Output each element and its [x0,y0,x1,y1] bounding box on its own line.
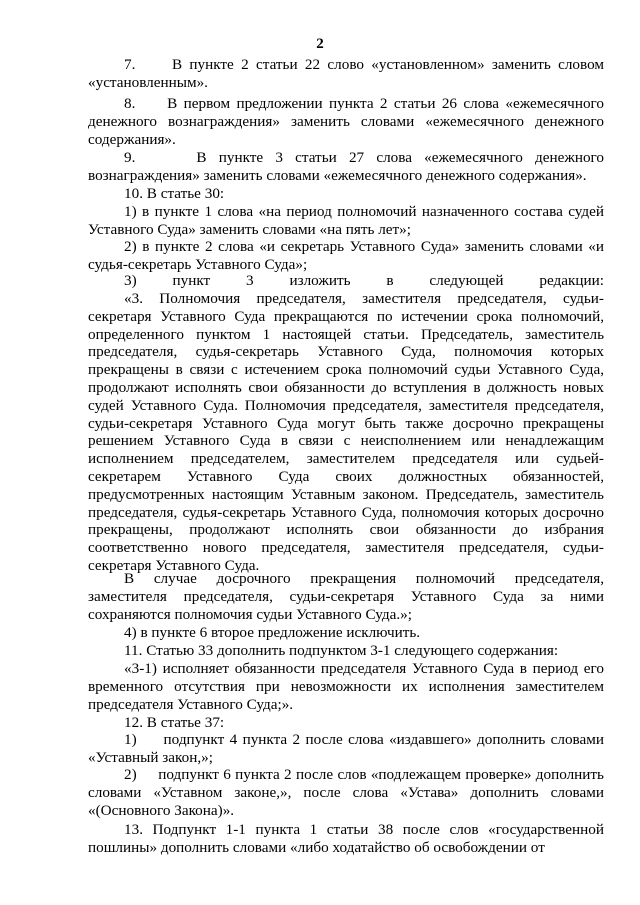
word: изложить [289,272,351,289]
subitem-3-1-quote-paragraph: «3-1) исполняет обязанности председателя Уставного Суда в период его временного отсутствия при невозможности их исполнения заместителем председателя Уставного Суда;». [88,660,604,713]
word: редакции: [539,272,604,289]
subitem-4-paragraph: 4) в пункте 6 второе предложение исключить. [124,624,421,641]
item-8-paragraph: 8. В первом предложении пункта 2 статьи 26 слова «ежемесячного денежного вознаграждения» заменить словами «ежемесячного денежного содержания». [88,95,604,148]
word: пункт [172,272,211,289]
item-12-heading: 12. В статье 37: [124,714,225,731]
subitem-2-paragraph: 2) в пункте 2 слова «и секретарь Уставного Суда» заменить словами «и судья-секретарь Уставного Суда»; [88,238,604,273]
word: 3) [124,272,137,289]
item-7-paragraph: 7. В пункте 2 статьи 22 слово «установленном» заменить словом «установленным». [88,56,604,91]
subitem-3-line [124,272,604,290]
page-number: 2 [316,36,324,52]
word: в [386,272,394,289]
word: следующей [429,272,504,289]
item-9-paragraph: 9. В пункте 3 статьи 27 слова «ежемесячного денежного вознаграждения» заменить словами «ежемесячного денежного содержания». [88,149,604,184]
item-12-sub-1-paragraph: 1) подпункт 4 пункта 2 после слова «издавшего» дополнить словами «Уставный закон,»; [88,731,604,766]
quoted-continuation-paragraph: В случае досрочного прекращения полномочий председателя, заместителя председателя, судьи-секретаря Уставного Суда за ними сохраняются полномочия судьи Уставного Суда.»; [88,570,604,623]
item-12-sub-2-paragraph: 2) подпункт 6 пункта 2 после слов «подлежащем проверке» дополнить словами «Уставном законе,», после слова «Устава» дополнить словами «(Основного Закона)». [88,766,604,819]
subitem-1-paragraph: 1) в пункте 1 слова «на период полномочий назначенного состава судей Уставного Суда» заменить словами «на пять лет»; [88,203,604,238]
item-10-heading: 10. В статье 30: [124,185,225,202]
item-11-paragraph: 11. Статью 33 дополнить подпунктом 3-1 следующего содержания: [124,642,559,659]
quoted-new-text-paragraph: «3. Полномочия председателя, заместителя председателя, судьи-секретаря Уставного Суда прекращаются по истечении срока полномочий, определенного пунктом 1 настоящей статьи. Председатель, заместитель председателя, судья-секретарь Уставного Суда, полномочия которых прекращены в связи с истечением срока полномочий судьи Уставного Суда, продолжают исполнять свои обязанности до вступления в должность новых судей Уставного Суда. Полномочия председателя, заместителя председателя, судьи-секретаря Уставного Суда могут быть также досрочно прекращены решением Уставного Суда в связи с неисполнением или ненадлежащим исполнением председателем, заместителем председателя или судьей-секретарем Уставного Суда своих должностных обязанностей, предусмотренных настоящим Уставным законом. Председатель, заместитель председателя, судья-секретарь Уставного Суда, полномочия которых досрочно прекращены, продолжают исполнять свои обязанности до избрания соответственно нового председателя, заместителя председателя, судьи-секретаря Уставного Суда. [88,290,604,574]
word: 3 [246,272,254,289]
item-13-paragraph: 13. Подпункт 1-1 пункта 1 статьи 38 после слов «государственной пошлины» дополнить словами «либо ходатайство об освобождении от [88,821,604,856]
